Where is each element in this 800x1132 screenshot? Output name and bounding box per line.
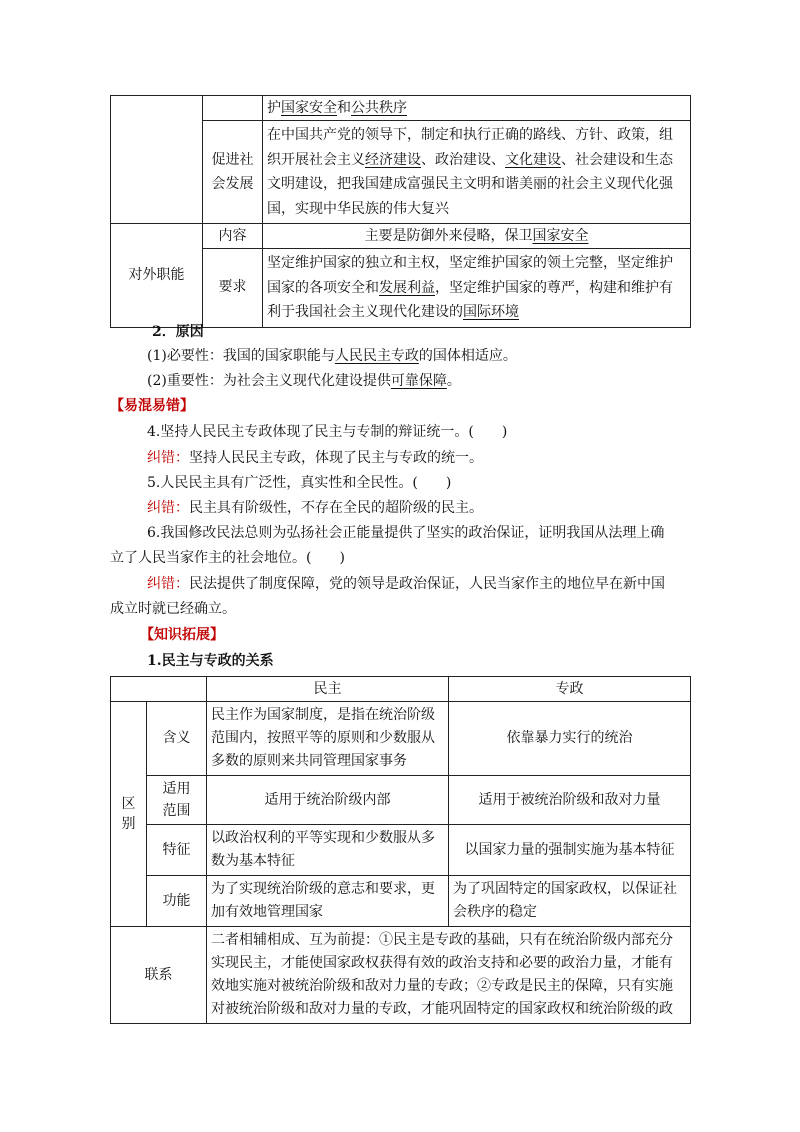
scope-dictatorship: 适用于被统治阶级和敌对力量 (449, 776, 691, 825)
correction-label: 纠错： (147, 450, 189, 466)
external-functions-label: 对外职能 (111, 224, 203, 328)
function-dictatorship: 为了巩固特定的国家政权，以保证社 会秩序的稳定 (449, 876, 691, 927)
relation-label: 联系 (111, 927, 207, 1024)
feature-label: 特征 (147, 825, 207, 876)
corner-cell (111, 677, 207, 702)
reason-importance: (2)重要性：为社会主义现代化建设提供可靠保障。 (147, 373, 461, 389)
scope-democracy: 适用于统治阶级内部 (207, 776, 449, 825)
promote-development-label: 促进社 会发展 (203, 121, 263, 224)
reason-necessity: (1)必要性：我国的国家职能与人民民主专政的国体相适应。 (147, 348, 517, 364)
header-democracy: 民主 (207, 677, 449, 702)
feature-democracy: 以政治权利的平等实现和少数服从多 数为基本特征 (207, 825, 449, 876)
correction-6-line-2: 成立时就已经确立。 (110, 601, 236, 617)
extend-heading: 【知识拓展】 (140, 627, 224, 643)
meaning-democracy: 民主作为国家制度，是指在统治阶级 范围内，按照平等的原则和少数服从 多数的原则来共同管理国家事务 (207, 702, 449, 776)
meaning-dictatorship: 依靠暴力实行的统治 (449, 702, 691, 776)
empty-sub-label-cell (203, 96, 263, 121)
requirement-content: 坚定维护国家的独立和主权，坚定维护国家的领土完整，坚定维护 国家的各项安全和发展利益，坚定维护国家的尊严，构建和维护有 利于我国社会主义现代化建设的国际环境 (263, 249, 691, 328)
header-dictatorship: 专政 (449, 677, 691, 702)
requirement-label: 要求 (203, 249, 263, 328)
confuse-heading: 【易混易错】 (110, 398, 194, 414)
public-order-cell: 护国家安全和公共秩序 (263, 96, 691, 121)
question-5: 5.人民民主具有广泛性，真实性和全民性。( ) (147, 475, 452, 491)
democracy-dictatorship-table (110, 676, 691, 1024)
correction-label: 纠错： (147, 576, 189, 592)
content-label: 内容 (203, 224, 263, 249)
question-6-line-2: 立了人民当家作主的社会地位。( ) (110, 550, 345, 566)
feature-dictatorship: 以国家力量的强制实施为基本特征 (449, 825, 691, 876)
promote-development-content: 在中国共产党的领导下，制定和执行正确的路线、方针、政策，组 织开展社会主义经济建设、政治建设、文化建设、社会建设和生态 文明建设，把我国建成富强民主文明和谐美丽的社会主义现代化强 国，实现中华民族的伟大复兴 (263, 121, 691, 224)
content-cell: 主要是防御外来侵略，保卫国家安全 (263, 224, 691, 249)
internal-functions-label-cell (111, 96, 203, 224)
state-functions-table (110, 95, 691, 328)
question-6-line-1: 6.我国修改民法总则为弘扬社会正能量提供了坚实的政治保证，证明我国从法理上确 (147, 525, 665, 541)
function-democracy: 为了实现统治阶级的意志和要求，更 加有效地管理国家 (207, 876, 449, 927)
extend-subheading: 1.民主与专政的关系 (147, 653, 274, 669)
meaning-label: 含义 (147, 702, 207, 776)
correction-label: 纠错： (147, 500, 189, 516)
scope-label: 适用 范围 (147, 776, 207, 825)
correction-6-line-1: 纠错：民法提供了制度保障，党的领导是政治保证，人民当家作主的地位早在新中国 (147, 576, 665, 592)
correction-4: 纠错：坚持人民民主专政，体现了民主与专政的统一。 (147, 450, 483, 466)
difference-label: 区 别 (111, 702, 147, 927)
question-4: 4.坚持人民民主专政体现了民主与专制的辩证统一。( ) (147, 424, 508, 440)
correction-5: 纠错：民主具有阶级性，不存在全民的超阶级的民主。 (147, 500, 483, 516)
function-label: 功能 (147, 876, 207, 927)
reason-heading: 2．原因 (152, 324, 204, 340)
relation-content: 二者相辅相成、互为前提：①民主是专政的基础，只有在统治阶级内部充分 实现民主，才能使国家政权获得有效的政治支持和必要的政治力量，才能有 效地实施对被统治阶级和敌对力量的专政；②专政是民主的保障，只有实施 对被统治阶级和敌对力量的专政，才能巩固特定的国家政权和统治阶级的政 (207, 927, 691, 1024)
